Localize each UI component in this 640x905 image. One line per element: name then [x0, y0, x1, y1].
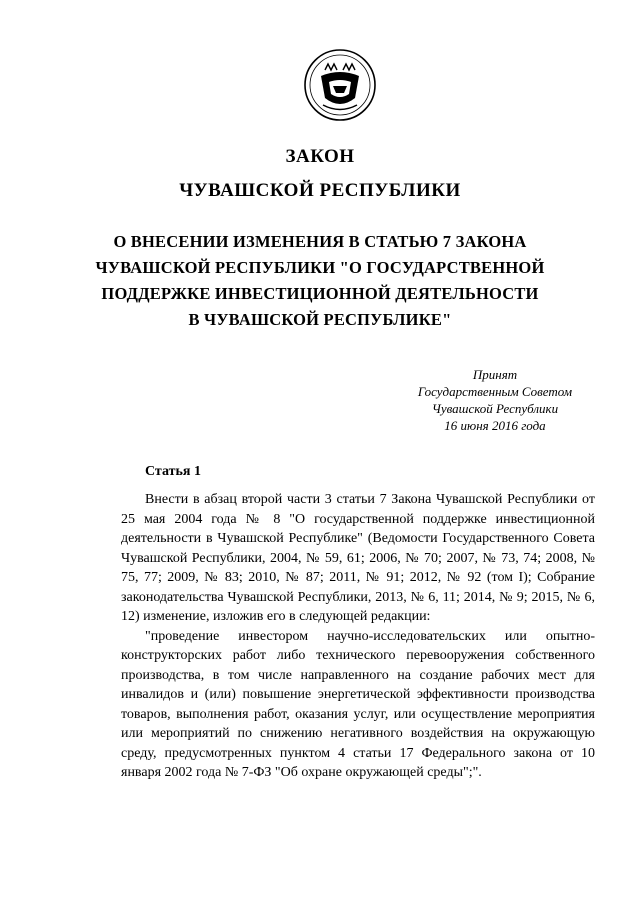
adoption-line: Чувашской Республики: [431, 401, 559, 416]
law-subject: [60, 229, 580, 333]
law-subject-line: В ЧУВАШСКОЙ РЕСПУБЛИКЕ": [188, 310, 452, 329]
article-body: [121, 490, 595, 783]
adoption-line: Государственным Советом: [417, 384, 573, 399]
adoption-date: 16 июня 2016 года: [444, 418, 546, 433]
article-paragraph: "проведение инвестором научно-исследовательских или опытно-конструкторских работ либо технического перевооружения собственного производства, в том числе направленного на создание рабочих мест для инвалидов и (или) повышение энергетической эффективности производства товаров, выполнения работ, оказания услуг, или осуществление мероприятия или мероприятий по снижению негативного воздействия на окружающую среду, предусмотренных пунктом 4 статьи 17 Федерального закона от 10 января 2002 года № 7-ФЗ "Об охране окружающей среды";".: [121, 628, 595, 780]
law-subject-line: О ВНЕСЕНИИ ИЗМЕНЕНИЯ В СТАТЬЮ 7 ЗАКОНА: [113, 232, 527, 251]
adoption-line: Принят: [472, 367, 518, 382]
law-subject-line: ПОДДЕРЖКЕ ИНВЕСТИЦИОННОЙ ДЕЯТЕЛЬНОСТИ: [101, 284, 539, 303]
article-paragraph: Внести в абзац второй части 3 статьи 7 Закона Чувашской Республики от 25 мая 2004 года № 8 "О государственной поддержке инвестиционной деятельности в Чувашской Республике" (Ведомости Государственного Совета Чувашской Республики, 2004, № 59, 61; 2006, № 70; 2007, № 73, 74; 2008, № 75, 77; 2009, № 83; 2010, № 87; 2011, № 91; 2012, № 92 (том I); Собрание законодательства Чувашской Республики, 2013, № 6, 11; 2014, № 9; 2015, № 6, 12) изменение, изложив его в следующей редакции:: [121, 492, 595, 624]
law-title: ЗАКОН: [285, 146, 355, 167]
chuvash-republic-emblem-icon: [303, 48, 377, 122]
law-title-republic: ЧУВАШСКОЙ РЕСПУБЛИКИ: [179, 180, 461, 201]
article-heading: Статья 1: [145, 464, 201, 479]
adoption-note: [380, 366, 610, 434]
law-subject-line: ЧУВАШСКОЙ РЕСПУБЛИКИ "О ГОСУДАРСТВЕННОЙ: [95, 258, 545, 277]
